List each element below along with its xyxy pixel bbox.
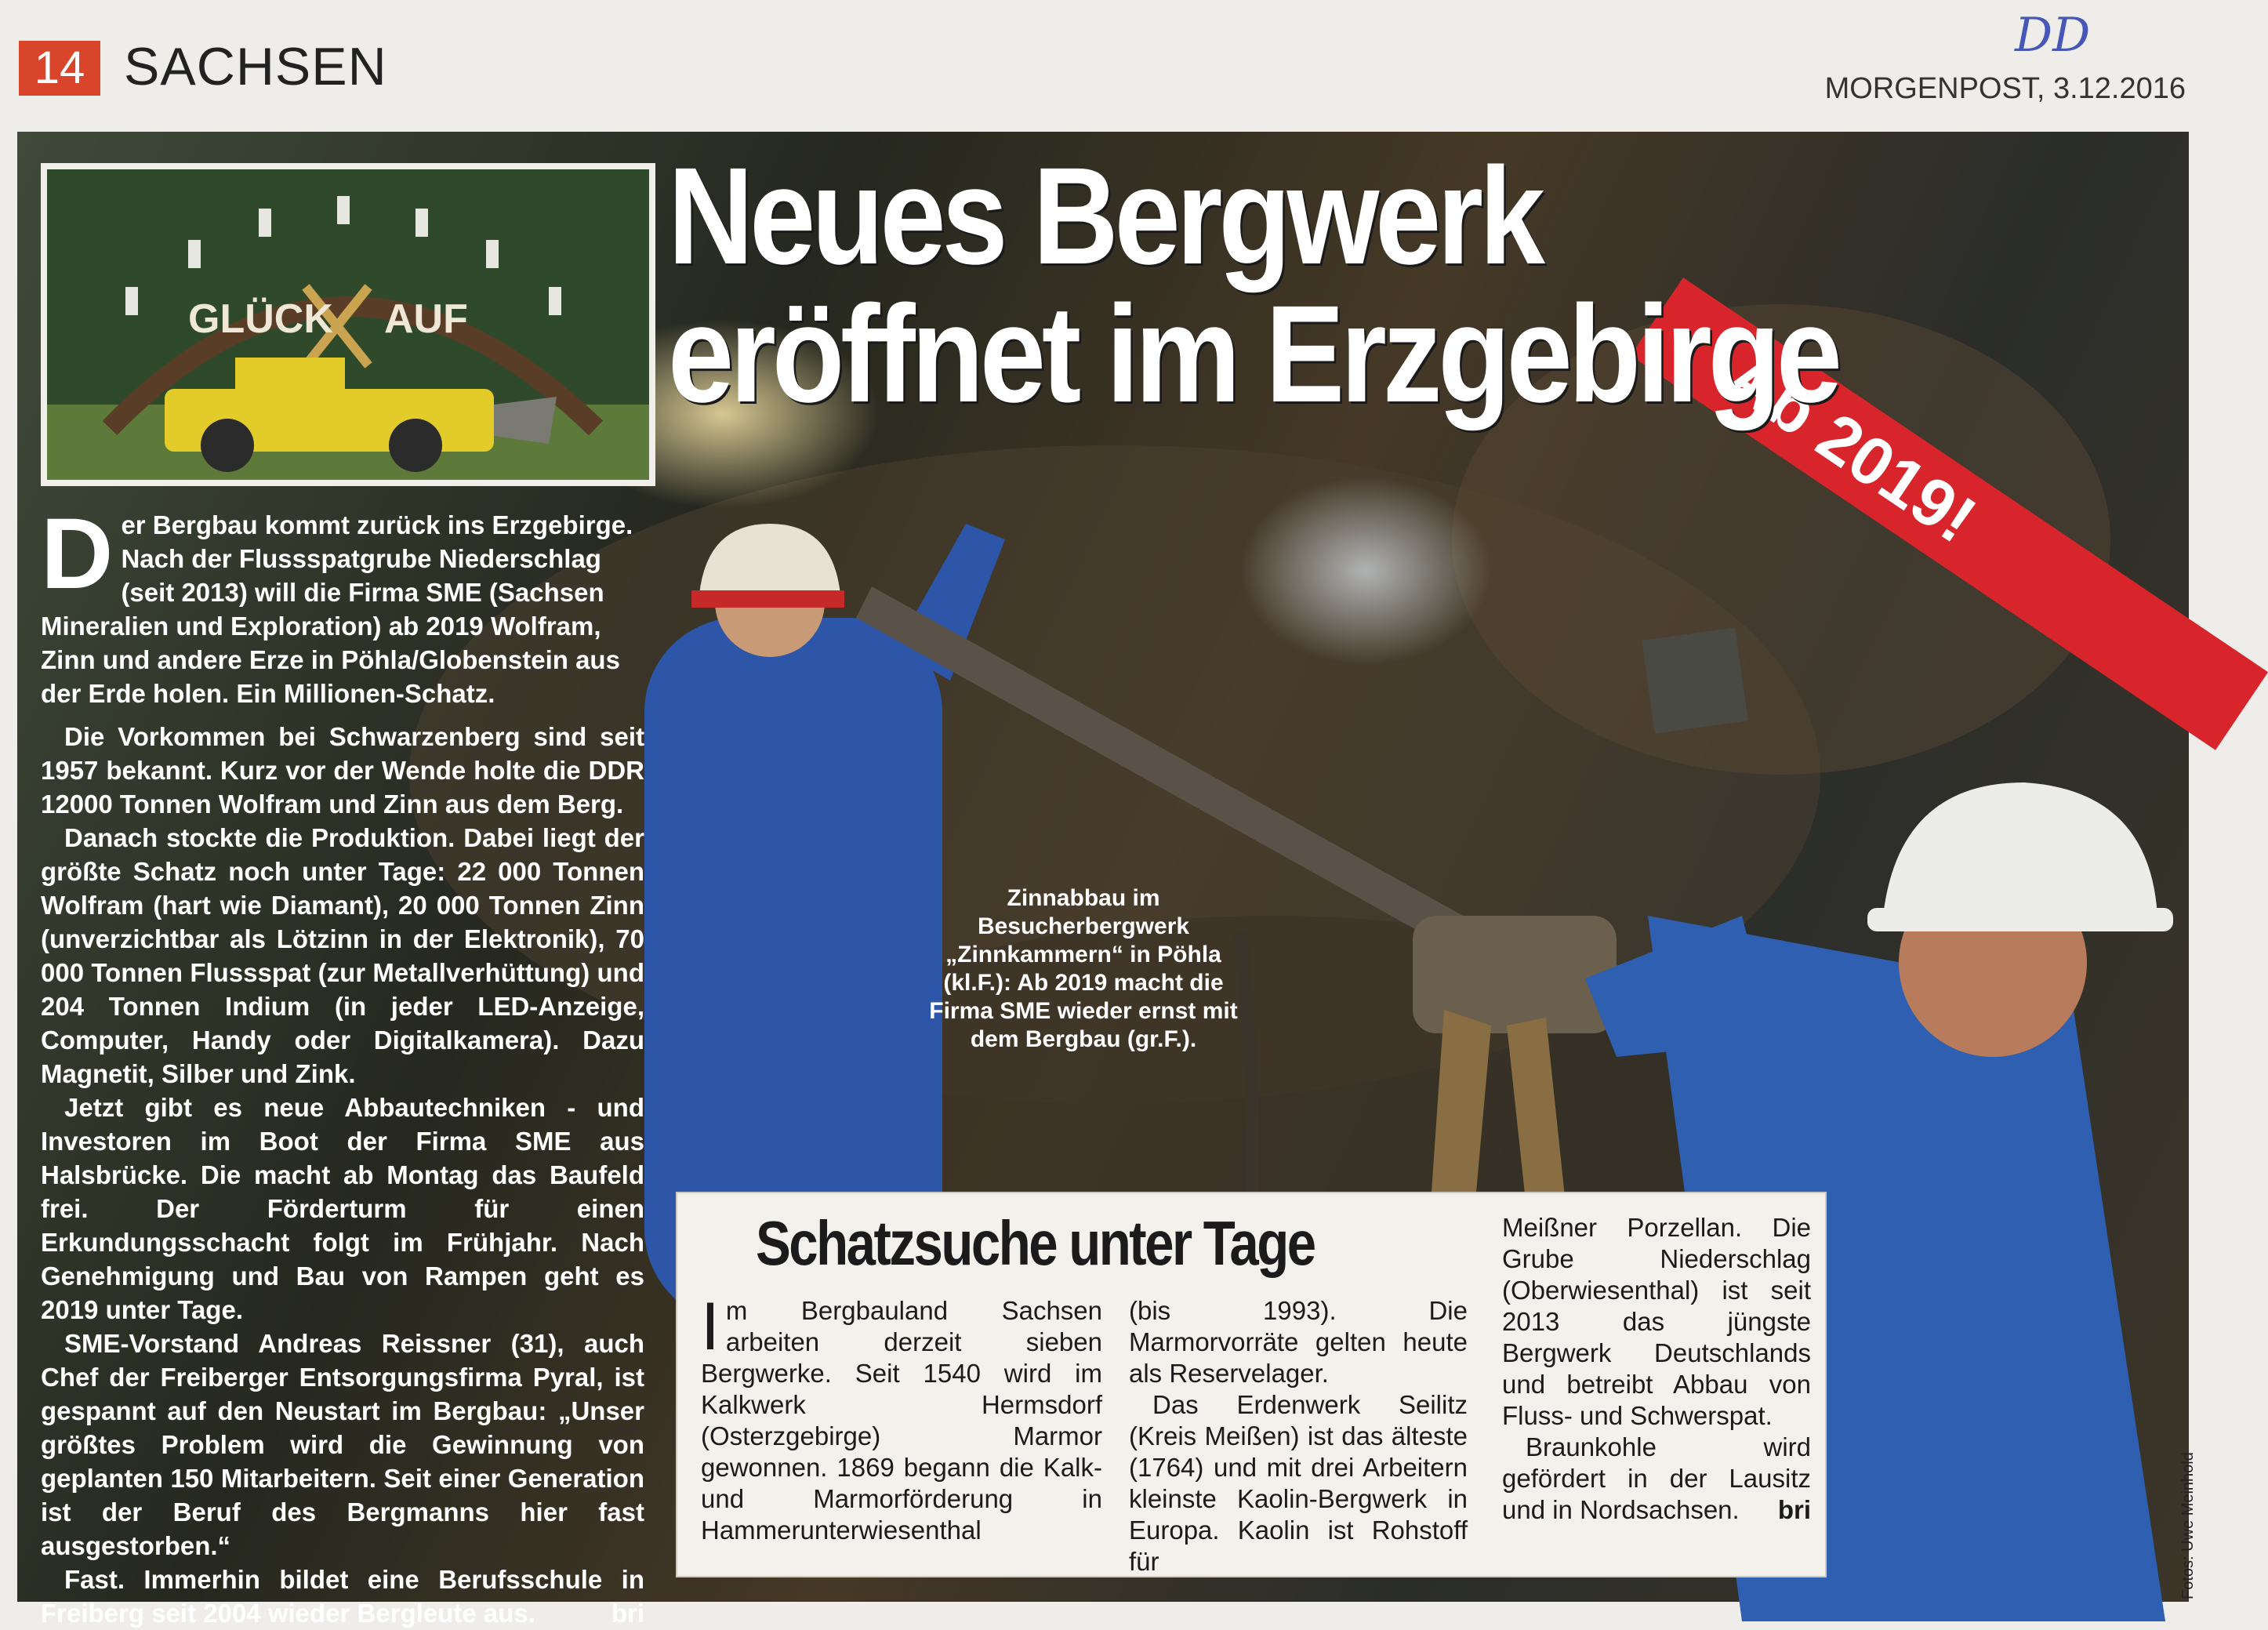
body-paragraph: Danach stockte die Produktion. Dabei liegt der größte Schatz noch unter Tage: 22 000 Tonnen Wolfram (hart wie Diamant), 20 000 Tonnen Zinn (unverzichtbar als Lötzinn in der Elektronik), 70 000 Tonnen Flussspat (zur Metallverhüttung) und 204 Tonnen Indium (in jeder LED-Anzeige, Computer, Handy oder Digitalkamera). Dazu Magnetit, Silber und Zink. — [41, 823, 644, 1088]
body-paragraph-last — [41, 1563, 644, 1630]
body-paragraph: SME-Vorstand Andreas Reissner (31), auch Chef der Freiberger Entsorgungsfirma Pyral, ist gespannt auf den Neustart im Bergbau: „Unser größtes Problem wird die Gewinnung von geplanten 150 Mitarbeitern. Seit einer Generation ist der Beruf des Bergmanns hier fast ausgestorben.“ — [41, 1329, 644, 1560]
info-box-byline: bri — [1777, 1495, 1811, 1524]
intro-paragraph — [41, 498, 644, 710]
section-title: SACHSEN — [124, 37, 387, 96]
intro-text: er Bergbau kommt zurück ins Erzgebirge. Nach der Flussspatgrube Niederschlag (seit 2013) will die Firma SME (Sachsen Mineralien und Exploration) ab 2019 Wolfram, Zinn und andere Erze in Pöhla/Globenstein aus der Erde holen. Ein Millionen-Schatz. — [41, 510, 633, 708]
info-box-paragraph: Meißner Porzellan. Die Grube Niederschlag (Oberwiesenthal) ist seit 2013 das jüngste Bergwerk Deutschlands und betreibt Abbau von Fluss- und Schwerspat. — [1502, 1213, 1811, 1430]
page-number: 14 — [19, 41, 100, 96]
body-paragraph: Jetzt gibt es neue Abbautechniken - und Investoren im Boot der Firma SME aus Halsbrücke. Die macht ab Montag das Baufeld frei. Der Förderturm für einen Erkundungsschacht folgt im Frühjahr. Nach Genehmigung und Bau von Rampen geht es 2019 unter Tage. — [41, 1093, 644, 1324]
byline: bri — [611, 1599, 644, 1628]
photo-caption: Zinnabbau im Besucherbergwerk „Zinnkammern“ in Pöhla (kl.F.): Ab 2019 macht die Firma SME wieder ernst mit dem Bergbau (gr.F.). — [929, 885, 1238, 1052]
body-paragraph-text: Fast. Immerhin bildet eine Berufsschule in Freiberg seit 2004 wieder Bergleute aus. — [41, 1565, 644, 1628]
headline-line-2: eröffnet im Erzgebirge — [668, 278, 1838, 431]
info-box-title: Schatzsuche unter Tage — [756, 1208, 1315, 1278]
article — [17, 132, 2189, 1628]
headline — [668, 140, 1838, 431]
info-box-paragraph: Das Erdenwerk Seilitz (Kreis Meißen) ist das älteste (1764) und mit drei Arbeitern kleinste Kaolin-Bergwerk in Europa. Kaolin ist Rohstoff für — [1129, 1390, 1468, 1576]
info-box-dropcap: I — [701, 1289, 720, 1364]
glueck-auf-thumbnail — [41, 163, 655, 486]
article-body — [41, 720, 644, 1630]
publication-date: MORGENPOST, 3.12.2016 — [1824, 72, 2186, 105]
intro-dropcap: D — [41, 498, 114, 610]
sign-right: AUF — [384, 296, 468, 342]
glueck-auf-scene — [47, 169, 649, 480]
info-box-column-1 — [701, 1289, 1102, 1546]
info-box-column-2 — [1129, 1295, 1468, 1577]
handwritten-mark: DD — [2015, 8, 2091, 63]
info-box-paragraph: (bis 1993). Die Marmorvorräte gelten heute als Reservelager. — [1129, 1296, 1468, 1388]
info-box-column-3 — [1502, 1212, 1811, 1526]
info-box — [676, 1192, 1827, 1577]
ribbon-label: Ab 2019! — [1714, 338, 1989, 558]
photo-credit: Fotos: Uwe Meinhold — [2179, 1452, 2197, 1599]
sign-left: GLÜCK — [188, 296, 333, 342]
body-paragraph: Die Vorkommen bei Schwarzenberg sind seit 1957 bekannt. Kurz vor der Wende holte die DDR 12000 Tonnen Wolfram und Zinn aus dem Berg. — [41, 722, 644, 819]
info-box-paragraph: Braunkohle wird gefördert in der Lausitz und in Nordsachsen. — [1502, 1432, 1811, 1524]
info-box-text: m Bergbauland Sachsen arbeiten derzeit sieben Bergwerke. Seit 1540 wird im Kalkwerk Hermsdorf (Osterzgebirge) Marmor gewonnen. 1869 begann die Kalk- und Marmorförderung in Hammerunterwiesenthal — [701, 1296, 1102, 1545]
headline-line-1: Neues Bergwerk — [668, 140, 1541, 293]
